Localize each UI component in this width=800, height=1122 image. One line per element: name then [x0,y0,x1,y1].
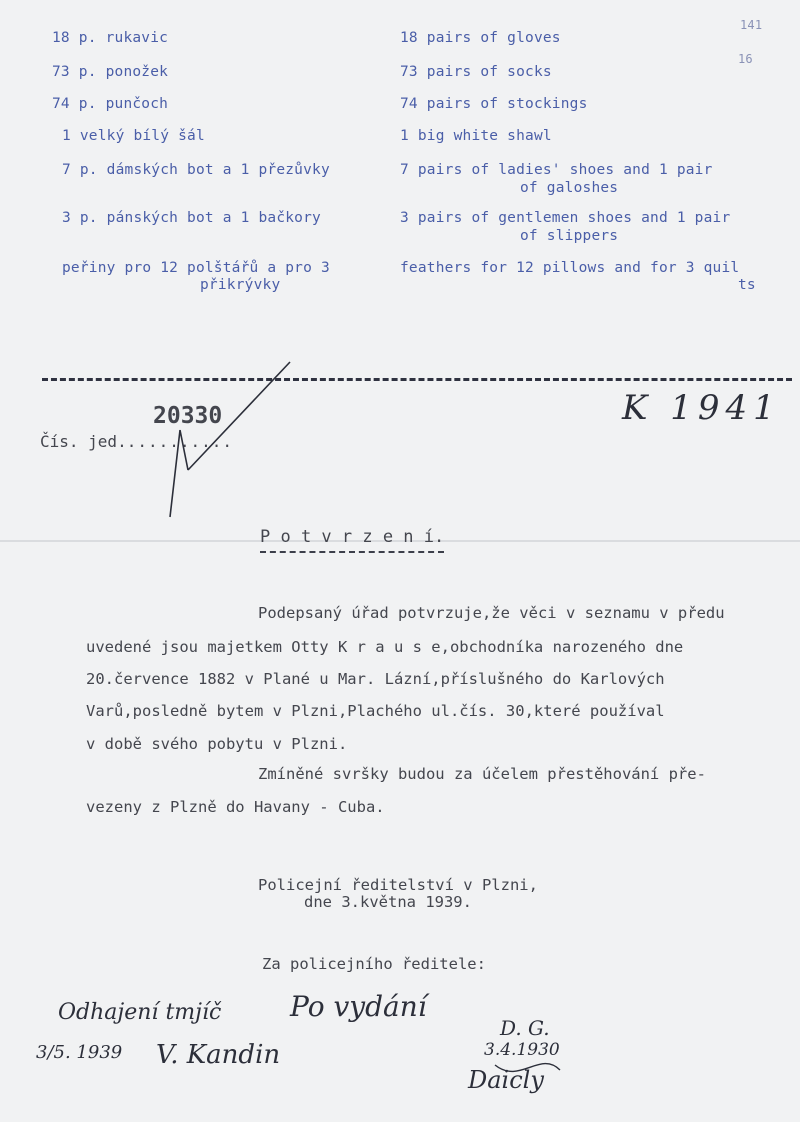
list-item-cz: 74 p. punčoch [52,96,169,112]
list-item-en: 7 pairs of ladies' shoes and 1 pair [400,162,713,178]
list-item-en-continued: of galoshes [520,180,619,196]
for-director-label: Za policejního ředitele: [262,955,486,973]
list-item-en: feathers for 12 pillows and for 3 quil [400,260,740,276]
handwritten-initials: D. G. [500,1016,550,1040]
body-line: 20.července 1882 v Plané u Mar. Lázní,příslušného do Karlových [86,670,665,688]
handwritten-left-note: Odhajení tmjíč [58,1000,222,1025]
handwritten-right-date: 3.4.1930 [484,1040,560,1060]
reference-number-stamp: 20330 [153,403,223,429]
handwritten-left-date: 3/5. 1939 [36,1042,123,1063]
list-item-en: 74 pairs of stockings [400,96,588,112]
body-line: Zmíněné svršky budou za účelem přestěhování pře- [258,765,706,783]
list-item-en-continued: ts [738,277,756,293]
issuer-line-2: dne 3.května 1939. [304,893,472,911]
handwritten-po-vydani: Po vydání [290,990,427,1023]
body-line: uvedené jsou majetkem Otty K r a u s e,obchodníka narozeného dne [86,638,684,656]
list-item-en: 3 pairs of gentlemen shoes and 1 pair [400,210,731,226]
list-item-en-continued: of slippers [520,228,619,244]
issuer-line-1: Policejní ředitelství v Plzni, [258,876,538,894]
list-item-en: 1 big white shawl [400,128,552,144]
list-item-cz: 18 p. rukavic [52,30,169,46]
document-heading: P o t v r z e n í. [260,527,444,553]
corner-mark-1: 141 [740,18,763,32]
body-line: Podepsaný úřad potvrzuje,že věci v seznamu v předu [258,604,725,622]
list-item-en: 18 pairs of gloves [400,30,561,46]
list-item-en: 73 pairs of socks [400,64,552,80]
body-line: v době svého pobytu v Plzni. [86,735,348,753]
corner-mark-2: 16 [738,52,753,66]
list-item-cz: peřiny pro 12 polštářů a pro 3 [62,260,330,276]
list-item-cz: 7 p. dámských bot a 1 přezůvky [62,162,330,178]
list-item-cz: 3 p. pánských bot a 1 bačkory [62,210,321,226]
handwritten-right-signature: Daicly [468,1066,544,1094]
list-item-cz-continued: přikrývky [200,277,281,293]
handwritten-check-mark [170,362,290,517]
reference-label-text: Čís. jed. [40,432,127,451]
handwritten-left-signature: V. Kandin [156,1040,281,1070]
list-item-cz: 73 p. ponožek [52,64,169,80]
body-line: Varů,posledně bytem v Plzni,Plachého ul.čís. 30,které používal [86,702,665,720]
body-line: vezeny z Plzně do Havany - Cuba. [86,798,385,816]
reference-dots: .......... [126,432,234,451]
handwritten-file-number: K 1941 [622,388,781,428]
list-item-cz: 1 velký bílý šál [62,128,205,144]
